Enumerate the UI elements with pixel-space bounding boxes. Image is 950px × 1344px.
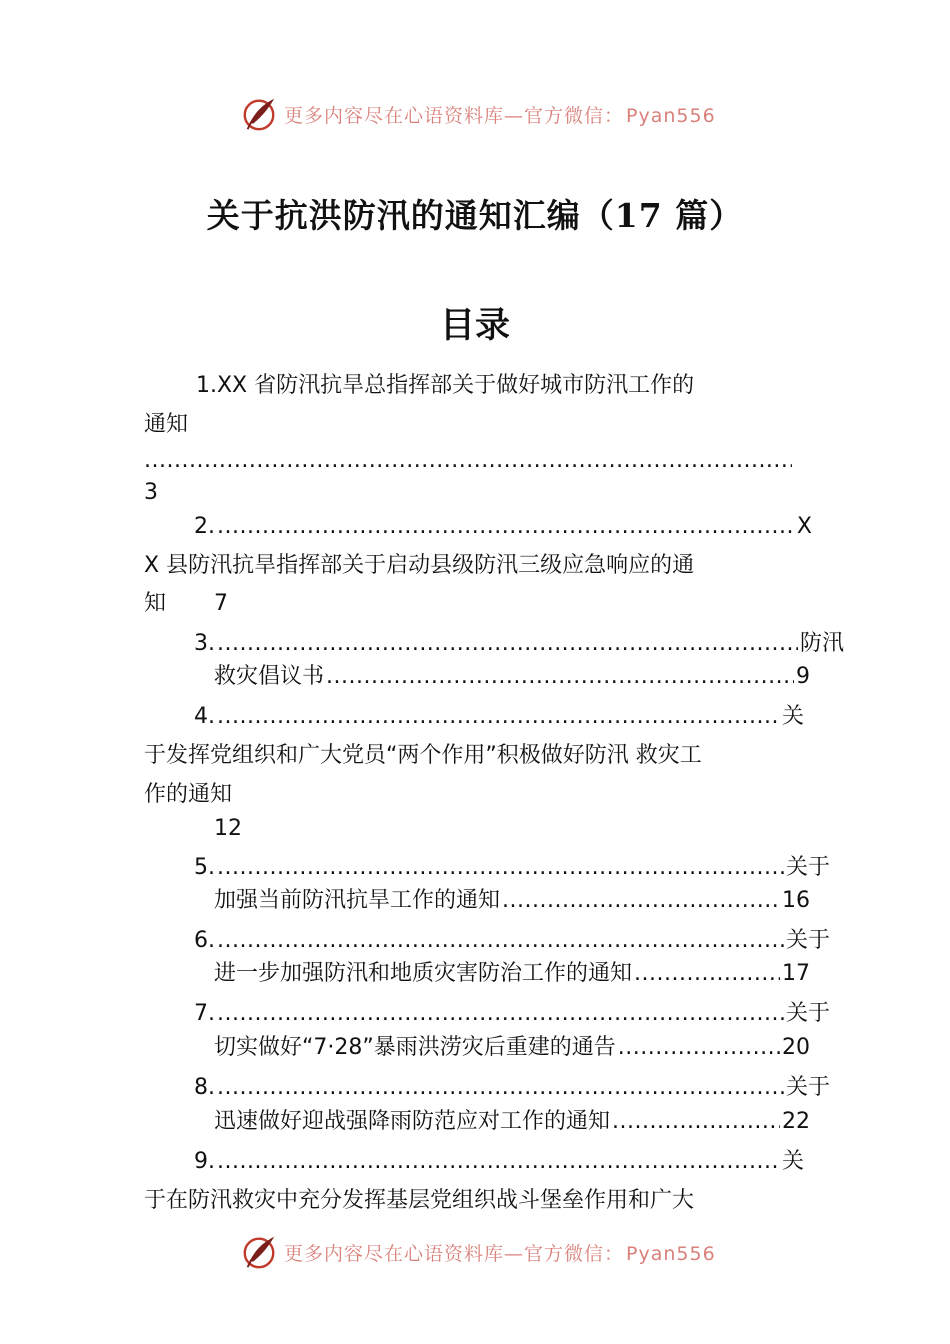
toc-entry-9-line1[interactable] [194, 1147, 804, 1177]
toc-entry-8-page: 22 [782, 1109, 810, 1134]
toc-entry-9-tail: 关 [781, 1149, 804, 1174]
toc-entry-2-line1[interactable] [194, 512, 812, 542]
toc-entry-6-text: 进一步加强防汛和地质灾害防治工作的通知 [214, 961, 633, 986]
toc-entry-5-text: 加强当前防汛抗旱工作的通知 [214, 888, 501, 913]
toc-entry-8-line1[interactable] [194, 1073, 830, 1103]
toc-entry-2-line3[interactable]: 知 [144, 591, 167, 616]
toc-entry-3-line2[interactable] [214, 662, 810, 692]
toc-entry-3-text: 救灾倡议书 [214, 664, 325, 689]
watermark-text: 更多内容尽在心语资料库—官方微信： Pyan556 [284, 1242, 716, 1265]
toc-entry-5-line1[interactable] [194, 853, 830, 883]
toc-entry-9-leader [217, 1147, 780, 1177]
toc-entry-7-leader2 [618, 1033, 780, 1063]
toc-entry-3-tail: 防汛 [799, 631, 844, 656]
toc-entry-1-line1[interactable]: 1.XX 省防汛抗旱总指挥部关于做好城市防汛工作的 [196, 373, 695, 398]
toc-entry-7-line1[interactable] [194, 999, 830, 1029]
toc-entry-2-page[interactable]: 7 [214, 591, 228, 616]
toc-entry-8-tail: 关于 [785, 1075, 830, 1100]
watermark-wechat: Pyan556 [626, 1242, 716, 1265]
toc-entry-6-tail: 关于 [785, 928, 830, 953]
toc-entry-1-line2[interactable]: 通知 [144, 412, 189, 437]
watermark-wechat: Pyan556 [626, 104, 716, 127]
toc-entry-2-tail: X [796, 514, 812, 539]
toc-entry-3-leader2 [326, 662, 794, 692]
toc-heading: 目录 [439, 305, 510, 346]
toc-entry-8-text: 迅速做好迎战强降雨防范应对工作的通知 [214, 1109, 611, 1134]
toc-entry-6-leader [217, 926, 784, 956]
toc-entry-5-leader2 [502, 886, 780, 916]
toc-entry-1-page[interactable]: 3 [144, 480, 158, 505]
toc-entry-6-line2[interactable] [214, 959, 810, 989]
toc-entry-6-line1[interactable] [194, 926, 830, 956]
toc-entry-5-tail: 关于 [785, 855, 830, 880]
toc-entry-6-number: 6. [194, 928, 215, 953]
toc-entry-4-page[interactable]: 12 [214, 816, 242, 841]
toc-entry-3-line1[interactable] [194, 629, 844, 659]
toc-entry-5-number: 5. [194, 855, 215, 880]
toc-entry-7-line2[interactable] [214, 1033, 810, 1063]
toc-entry-8-line2[interactable] [214, 1107, 810, 1137]
toc-entry-5-leader [217, 853, 784, 883]
toc-entry-9-line2[interactable]: 于在防汛救灾中充分发挥基层党组织战斗堡垒作用和广大 [144, 1188, 695, 1213]
toc-entry-4-line2[interactable]: 于发挥党组织和广大党员“两个作用”积极做好防汛 救灾工 [144, 743, 702, 768]
toc-entry-7-tail: 关于 [785, 1001, 830, 1026]
toc-entry-6-leader2 [634, 959, 780, 989]
toc-entry-5-page: 16 [782, 888, 810, 913]
toc-entry-8-number: 8. [194, 1075, 215, 1100]
toc-entry-4-line3[interactable]: 作的通知 [144, 782, 233, 807]
toc-entry-3-number: 3. [194, 631, 215, 656]
toc-entry-7-page: 20 [782, 1035, 810, 1060]
toc-entry-3-page: 9 [796, 664, 810, 689]
quill-logo-icon [240, 95, 278, 133]
watermark-footer [240, 1232, 716, 1272]
toc-entry-9-number: 9. [194, 1149, 215, 1174]
toc-entry-2-leader [217, 512, 795, 542]
toc-entry-3-leader [217, 629, 798, 659]
toc-entry-1-leader [144, 446, 792, 476]
toc-entry-7-number: 7. [194, 1001, 215, 1026]
watermark-header [240, 94, 716, 134]
toc-entry-7-leader [217, 999, 784, 1029]
toc-entry-8-leader [217, 1073, 784, 1103]
toc-entry-4-line1[interactable] [194, 702, 804, 732]
toc-entry-5-line2[interactable] [214, 886, 810, 916]
toc-entry-6-page: 17 [782, 961, 810, 986]
watermark-text: 更多内容尽在心语资料库—官方微信： Pyan556 [284, 104, 716, 127]
document-title: 关于抗洪防汛的通知汇编（17 篇） [206, 196, 744, 235]
toc-entry-2-line2[interactable]: X 县防汛抗旱指挥部关于启动县级防汛三级应急响应的通 [144, 553, 695, 578]
toc-entry-4-number: 4. [194, 704, 215, 729]
toc-entry-2-number: 2. [194, 514, 215, 539]
toc-entry-7-text: 切实做好“7·28”暴雨洪涝灾后重建的通告 [214, 1035, 616, 1060]
quill-logo-icon [240, 1233, 278, 1271]
toc-entry-4-leader [217, 702, 780, 732]
toc-entry-4-tail: 关 [781, 704, 804, 729]
toc-entry-8-leader2 [612, 1107, 780, 1137]
